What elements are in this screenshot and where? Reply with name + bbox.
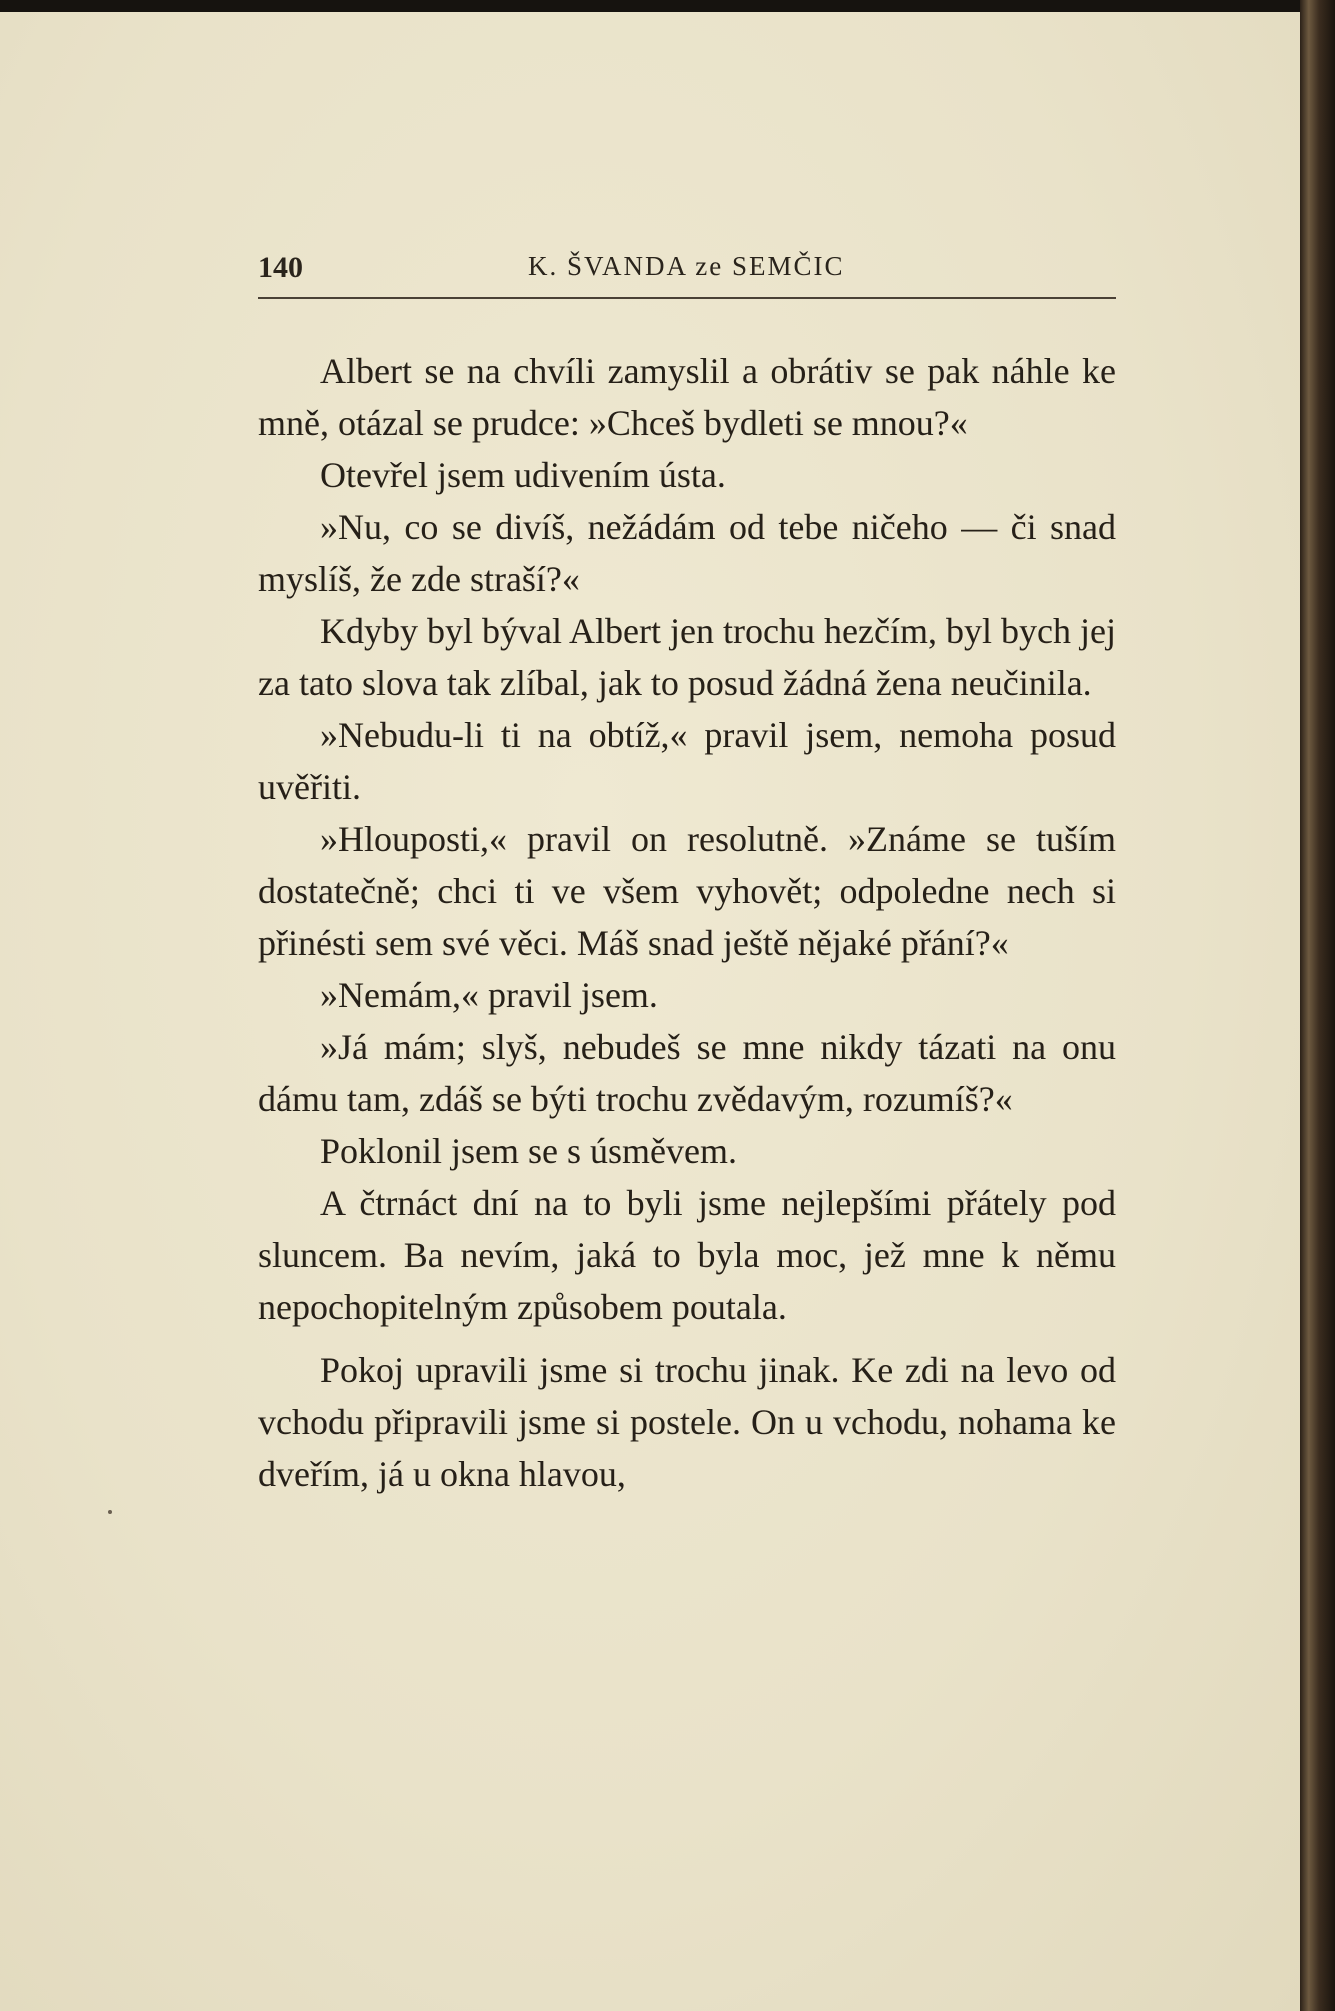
- body-text: [258, 345, 1116, 1500]
- header-rule: [258, 297, 1116, 299]
- paragraph: Poklonil jsem se s úsměvem.: [320, 1131, 737, 1171]
- book-spine: [1300, 0, 1335, 2011]
- paragraph: »Nebudu-li ti na obtíž,« pravil jsem, nemoha posud uvěřiti.: [258, 715, 1116, 807]
- paragraph: »Nu, co se divíš, nežádám od tebe ničeho — či snad myslíš, že zde straší?«: [258, 507, 1116, 599]
- paragraph: Otevřel jsem udivením ústa.: [320, 455, 726, 495]
- paragraph: Albert se na chvíli zamyslil a obrátiv se pak náhle ke mně, otázal se prudce: »Chceš bydleti se mnou?«: [258, 351, 1116, 443]
- paper-speck: [108, 1510, 112, 1514]
- paragraph: »Hlouposti,« pravil on resolutně. »Známe se tuším dostatečně; chci ti ve všem vyhovět; odpoledne nech si přinésti sem své věci. Máš snad ještě nějaké přání?«: [258, 819, 1116, 963]
- page-header: [258, 245, 1116, 297]
- page-number: 140: [258, 251, 303, 284]
- paragraph: A čtrnáct dní na to byli jsme nejlepšími přátely pod sluncem. Ba nevím, jaká to byla moc, jež mne k němu nepochopitelným způsobem poutala.: [258, 1183, 1116, 1327]
- paragraph: Kdyby byl býval Albert jen trochu hezčím, byl bych jej za tato slova tak zlíbal, jak to posud žádná žena neučinila.: [258, 611, 1116, 703]
- paragraph: »Nemám,« pravil jsem.: [320, 975, 658, 1015]
- paragraph: Pokoj upravili jsme si trochu jinak. Ke zdi na levo od vchodu připravili jsme si postele. On u vchodu, nohama ke dveřím, já u okna hlavou,: [258, 1350, 1116, 1494]
- paragraph: »Já mám; slyš, nebudeš se mne nikdy tázati na onu dámu tam, zdáš se býti trochu zvědavým, rozumíš?«: [258, 1027, 1116, 1119]
- running-head: K. ŠVANDA ze SEMČIC: [528, 251, 845, 281]
